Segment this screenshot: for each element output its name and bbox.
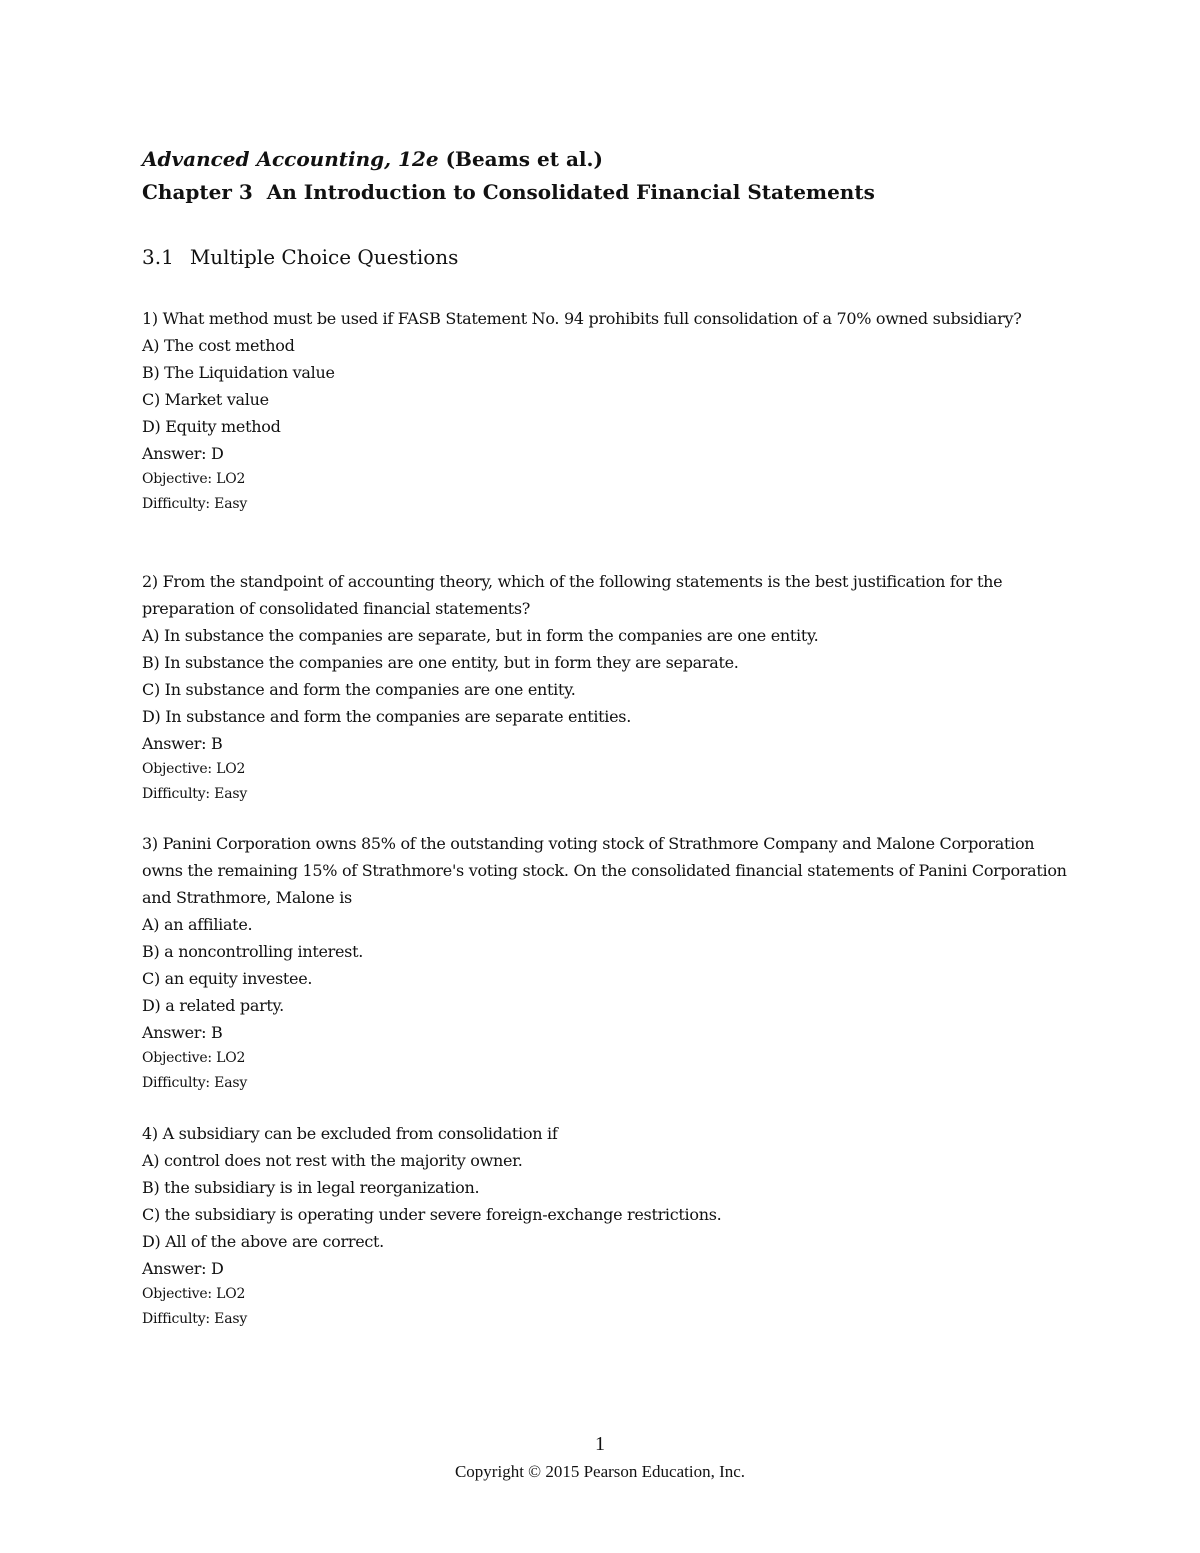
chapter-name: An Introduction to Consolidated Financial Statements bbox=[266, 180, 875, 204]
difficulty: Difficulty: Easy bbox=[142, 786, 248, 802]
option-a: A) In substance the companies are separate, but in form the companies are one entity. bbox=[142, 626, 819, 645]
page-number: 1 bbox=[595, 1433, 605, 1455]
objective: Objective: LO2 bbox=[142, 1286, 246, 1302]
book-title-italic: Advanced Accounting, 12e bbox=[142, 147, 439, 171]
option-c: C) In substance and form the companies are one entity. bbox=[142, 680, 576, 699]
option-c: C) an equity investee. bbox=[142, 969, 313, 988]
option-d: D) a related party. bbox=[142, 996, 284, 1015]
answer: Answer: B bbox=[142, 1023, 223, 1042]
answer: Answer: B bbox=[142, 734, 223, 753]
book-title-authors: (Beams et al.) bbox=[438, 147, 603, 171]
question-4 bbox=[142, 1120, 1072, 1332]
chapter-title bbox=[142, 178, 875, 206]
section-number: 3.1 bbox=[142, 245, 174, 269]
question-3 bbox=[142, 830, 1072, 1096]
objective: Objective: LO2 bbox=[142, 471, 246, 487]
option-b: B) the subsidiary is in legal reorganization. bbox=[142, 1178, 480, 1197]
option-c: C) Market value bbox=[142, 390, 269, 409]
option-d: D) In substance and form the companies are separate entities. bbox=[142, 707, 631, 726]
option-a: A) control does not rest with the majority owner. bbox=[142, 1151, 523, 1170]
question-text: 1) What method must be used if FASB Statement No. 94 prohibits full consolidation of a 70% owned subsidiary? bbox=[142, 309, 1022, 328]
option-b: B) The Liquidation value bbox=[142, 363, 335, 382]
option-d: D) Equity method bbox=[142, 417, 281, 436]
option-a: A) The cost method bbox=[142, 336, 295, 355]
difficulty: Difficulty: Easy bbox=[142, 1075, 248, 1091]
chapter-label: Chapter 3 bbox=[142, 180, 253, 204]
question-1 bbox=[142, 305, 1072, 517]
option-a: A) an affiliate. bbox=[142, 915, 253, 934]
objective: Objective: LO2 bbox=[142, 1050, 246, 1066]
question-text: 2) From the standpoint of accounting theory, which of the following statements is the best justification for the preparation of consolidated financial statements? bbox=[142, 572, 1003, 618]
option-c: C) the subsidiary is operating under severe foreign-exchange restrictions. bbox=[142, 1205, 722, 1224]
question-2 bbox=[142, 568, 1072, 807]
option-b: B) In substance the companies are one entity, but in form they are separate. bbox=[142, 653, 739, 672]
option-b: B) a noncontrolling interest. bbox=[142, 942, 364, 961]
difficulty: Difficulty: Easy bbox=[142, 496, 248, 512]
question-text: 3) Panini Corporation owns 85% of the outstanding voting stock of Strathmore Company and Malone Corporation owns the remaining 15% of Strathmore's voting stock. On the consolidated financial statements of Panini Corporation and Strathmore, Malone is bbox=[142, 834, 1067, 907]
question-text: 4) A subsidiary can be excluded from consolidation if bbox=[142, 1124, 558, 1143]
objective: Objective: LO2 bbox=[142, 761, 246, 777]
answer: Answer: D bbox=[142, 444, 224, 463]
answer: Answer: D bbox=[142, 1259, 224, 1278]
section-name: Multiple Choice Questions bbox=[189, 245, 459, 269]
copyright-notice: Copyright © 2015 Pearson Education, Inc. bbox=[454, 1462, 746, 1481]
difficulty: Difficulty: Easy bbox=[142, 1311, 248, 1327]
option-d: D) All of the above are correct. bbox=[142, 1232, 384, 1251]
book-title bbox=[142, 145, 603, 173]
section-title bbox=[142, 243, 458, 271]
